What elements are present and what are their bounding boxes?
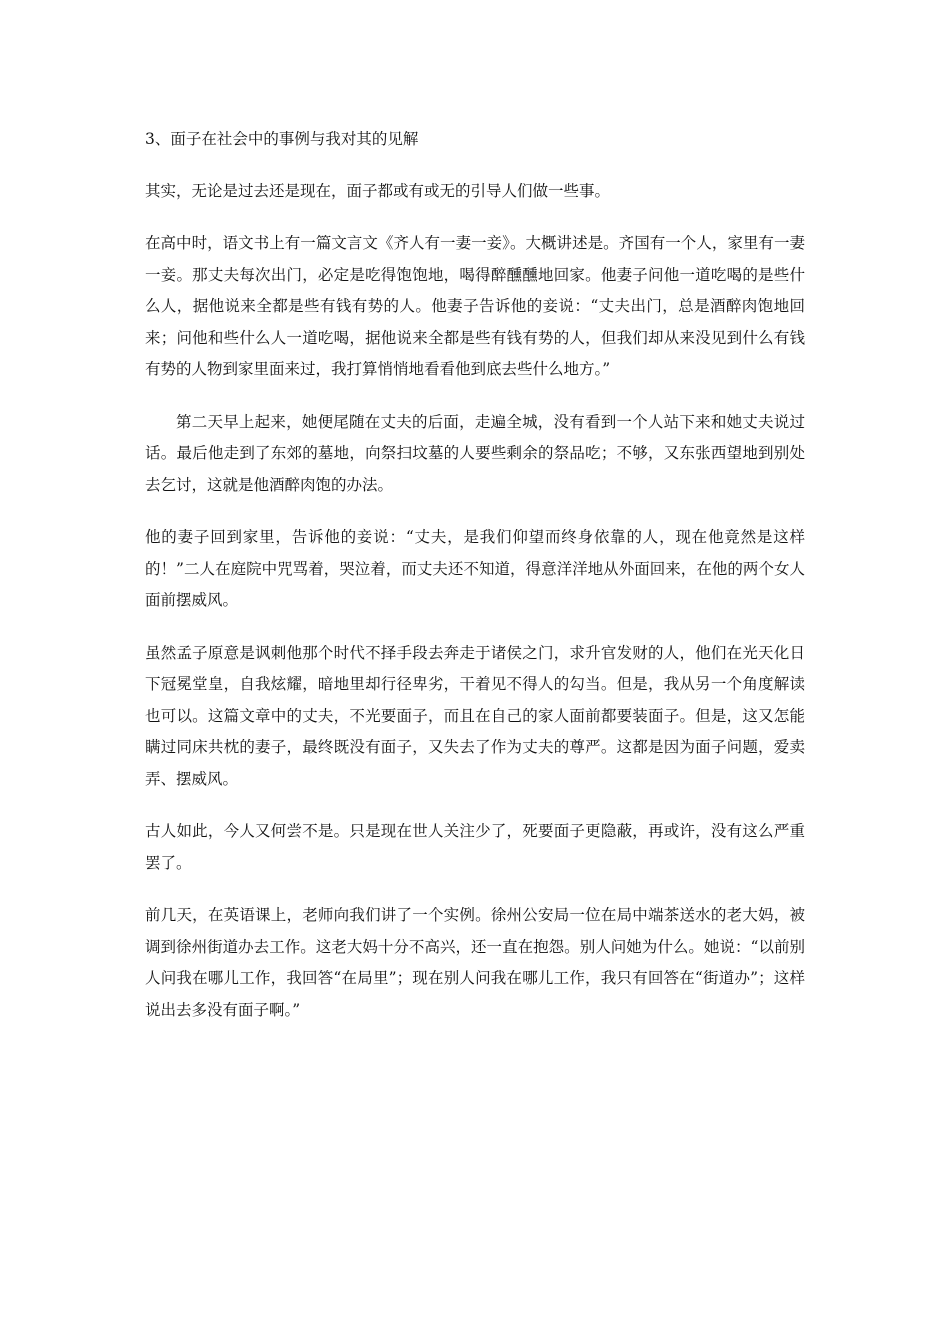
paragraph-example: 前几天，在英语课上，老师向我们讲了一个实例。徐州公安局一位在局中端茶送水的老大妈，被调到徐州街道办去工作。这老大妈十分不高兴，还一直在抱怨。别人问她为什么。她说：“以前别人问我在哪儿工作，我回答“在局里”；现在别人问我在哪儿工作，我只有回答在“街道办”；这样说出去多没有面子啊。” (145, 906, 805, 1019)
paragraph-story-setup: 在高中时，语文书上有一篇文言文《齐人有一妻一妾》。大概讲述是。齐国有一个人，家里有一妻一妾。那丈夫每次出门，必定是吃得饱饱地，喝得醉醺醺地回家。他妻子问他一道吃喝的是些什么人，据他说来全都是些有钱有势的人。他妻子告诉他的妾说：“丈夫出门，总是酒醉肉饱地回来；问他和些什么人一道吃喝，据他说来全都是些有钱有势的人，但我们却从来没见到什么有钱有势的人物到家里面来过，我打算悄悄地看看他到底去些什么地方。” (145, 234, 805, 378)
paragraph-story-follow: 第二天早上起来，她便尾随在丈夫的后面，走遍全城，没有看到一个人站下来和她丈夫说过话。最后他走到了东郊的墓地，向祭扫坟墓的人要些剩余的祭品吃；不够，又东张西望地到别处去乞讨，这就是他酒醉肉饱的办法。 (145, 412, 805, 494)
document-body (145, 124, 805, 1047)
paragraph-story-ending: 他的妻子回到家里，告诉他的妾说：“丈夫，是我们仰望而终身依靠的人，现在他竟然是这样的！”二人在庭院中咒骂着，哭泣着，而丈夫还不知道，得意洋洋地从外面回来，在他的两个女人面前摆威风。 (145, 528, 805, 609)
paragraph-modern: 古人如此，今人又何尝不是。只是现在世人关注少了，死要面子更隐蔽，再或许，没有这么严重罢了。 (145, 822, 805, 872)
section-heading: 3、面子在社会中的事例与我对其的见解 (145, 130, 419, 148)
paragraph-analysis: 虽然孟子原意是讽刺他那个时代不择手段去奔走于诸侯之门，求升官发财的人，他们在光天化日下冠冕堂皇，自我炫耀，暗地里却行径卑劣，干着见不得人的勾当。但是，我从另一个角度解读也可以。这篇文章中的丈夫，不光要面子，而且在自己的家人面前都要装面子。但是，这又怎能瞒过同床共枕的妻子，最终既没有面子，又失去了作为丈夫的尊严。这都是因为面子问题，爱卖弄、摆威风。 (145, 643, 805, 788)
paragraph-intro: 其实，无论是过去还是现在，面子都或有或无的引导人们做一些事。 (145, 181, 611, 200)
